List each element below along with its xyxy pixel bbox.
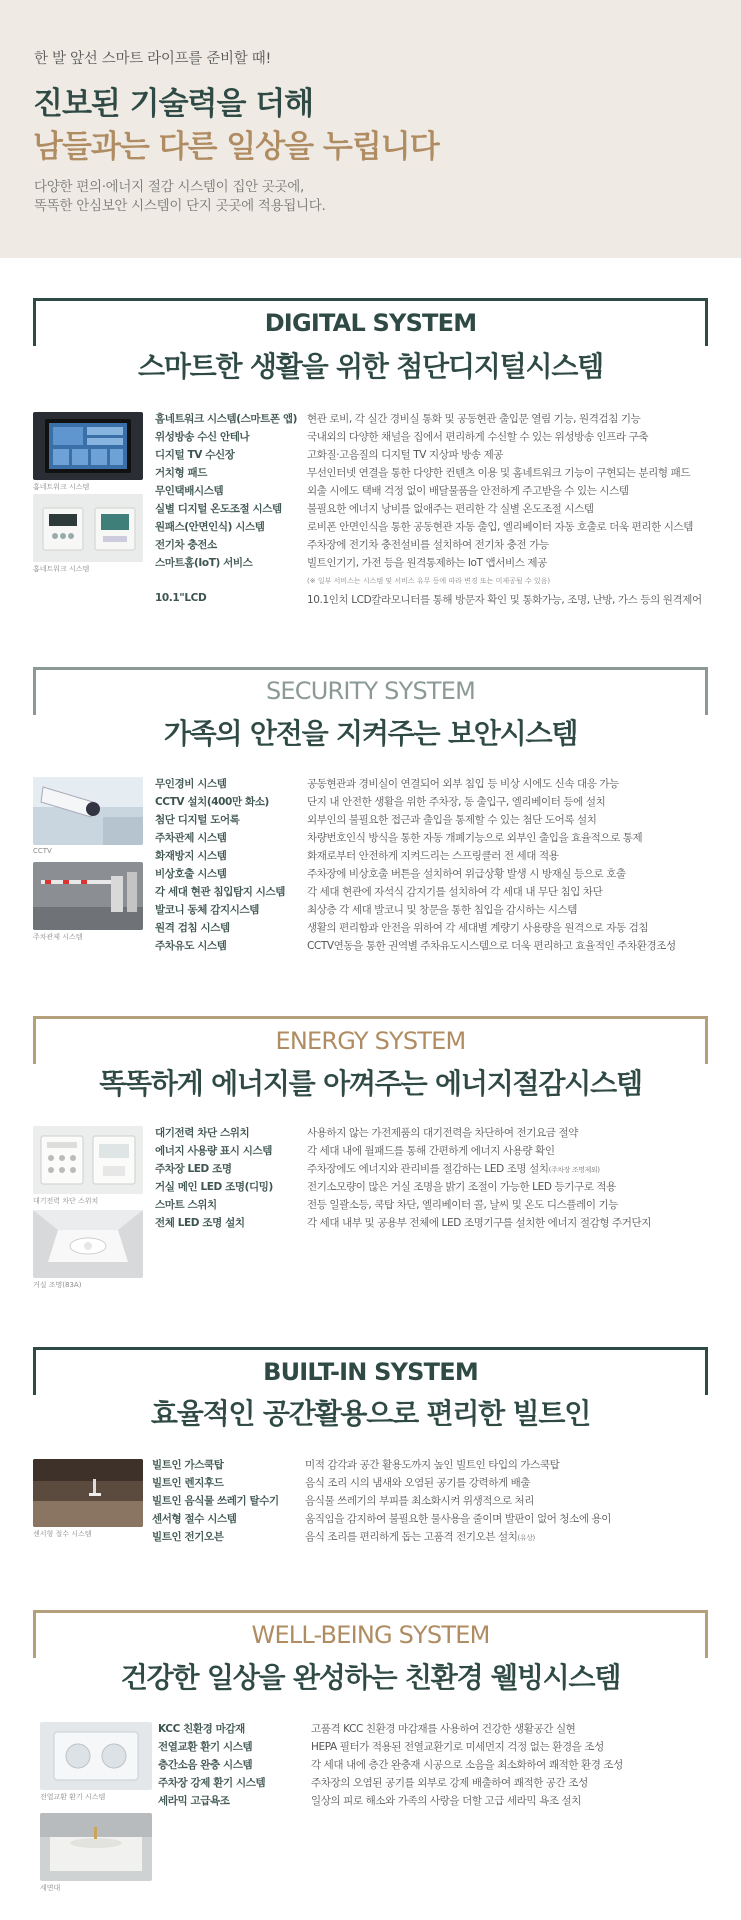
list-item-name: 세라믹 고급욕조	[158, 1795, 230, 1807]
list-item-desc: 전기소모량이 많은 거실 조명을 밝기 조절이 가능한 LED 등기구로 적용	[307, 1181, 616, 1193]
list-item-name: 전체 LED 조명 설치	[155, 1217, 245, 1229]
faucet-caption: 센서형 절수 시스템	[33, 1530, 92, 1538]
list-item-name: 위성방송 수신 안테나	[155, 431, 250, 443]
list-item-name: 디지털 TV 수신장	[155, 449, 235, 461]
list-item-name: 전열교환 환기 시스템	[158, 1741, 253, 1753]
faucet-illustration	[33, 1459, 143, 1527]
list-item-desc: 각 세대 내에 월패드를 통해 간편하게 에너지 사용량 확인	[307, 1145, 555, 1157]
list-item-name: 빌트인 렌지후드	[152, 1477, 224, 1489]
hero-desc-line2: 똑똑한 안심보안 시스템이 단지 곳곳에 적용됩니다.	[34, 198, 326, 214]
list-item-name: 층간소음 완충 시스템	[158, 1759, 253, 1771]
cctv-caption: CCTV	[33, 847, 52, 855]
cctv-image	[33, 777, 143, 845]
list-item-name: 에너지 사용량 표시 시스템	[155, 1145, 272, 1157]
list-item-desc: 현관 로비, 각 실간 경비실 통화 및 공동현관 출입문 열림 기능, 원격검침 기능	[307, 413, 641, 425]
list-item-name: 센서형 절수 시스템	[152, 1513, 237, 1525]
hero-title-line2: 남들과는 다른 일상을 누립니다	[33, 129, 439, 165]
list-item-name: 주차관제 시스템	[155, 832, 227, 844]
list-item-name: 스마트 스위치	[155, 1199, 217, 1211]
list-item-desc: CCTV연동을 통한 권역별 주차유도시스템으로 더욱 편리하고 효율적인 주차환경조성	[307, 940, 676, 952]
faucet-image	[33, 1459, 143, 1527]
list-item-name: 주차장 LED 조명	[155, 1163, 232, 1175]
list-item-name: 화재방지 시스템	[155, 850, 227, 862]
list-item-desc: 일상의 피로 해소와 가족의 사랑을 더할 고급 세라믹 욕조 설치	[311, 1795, 582, 1807]
list-item-name: 발코니 동체 감지시스템	[155, 904, 259, 916]
energy-title: ENERGY SYSTEM	[275, 1027, 466, 1055]
wellbeing-subtitle: 건강한 일상을 완성하는 친환경 웰빙시스템	[120, 1661, 621, 1694]
list-item-desc: 움직임을 감지하여 불필요한 물사용을 줄이며 발판이 없어 청소에 용이	[305, 1513, 612, 1525]
list-item-name: CCTV 설치(400만 화소)	[155, 796, 269, 808]
list-item-desc: 음식물 쓰레기의 부피를 최소화시켜 위생적으로 처리	[305, 1495, 535, 1507]
list-item-desc: 차량번호인식 방식을 통한 자동 개폐기능으로 외부인 출입을 효율적으로 통제	[307, 832, 643, 844]
list-item-desc	[305, 1529, 535, 1544]
thermostat-image	[33, 494, 143, 562]
parking-gate-image	[33, 862, 143, 930]
wallpad-illustration	[33, 412, 143, 480]
list-item-desc-text: 음식 조리를 편리하게 돕는 고품격 전기오븐 설치	[305, 1531, 518, 1543]
washbasin-illustration	[40, 1813, 152, 1881]
parking-gate-illustration	[33, 862, 143, 930]
list-item-desc: 전등 일괄소등, 쿡탑 차단, 엘리베이터 콜, 날씨 및 온도 디스플레이 기능	[307, 1199, 618, 1211]
list-item-desc	[307, 1161, 600, 1176]
list-item-desc: 공동현관과 경비실이 연결되어 외부 침입 등 비상 시에도 신속 대응 가능	[307, 778, 619, 790]
list-item-desc: 무선인터넷 연결을 통한 다양한 컨텐츠 이용 및 홈네트워크 기능이 구현되는 분리형 패드	[307, 467, 691, 479]
list-item-name: 무인경비 시스템	[155, 778, 227, 790]
list-item-desc: 로비폰 안면인식을 통한 공동현관 자동 출입, 엘리베이터 자동 호출로 더욱 편리한 시스템	[307, 521, 693, 533]
list-item-desc-note: (유상)	[517, 1534, 535, 1542]
list-item-desc: HEPA 필터가 적용된 전열교환기로 미세먼지 걱정 없는 환경을 조성	[311, 1741, 604, 1753]
builtin-title: BUILT-IN SYSTEM	[263, 1358, 478, 1386]
wallpad-image	[33, 412, 143, 480]
list-item-desc: 주차장에 비상호출 버튼을 설치하여 위급상황 발생 시 방재실 등으로 호출	[307, 868, 626, 880]
standby-switch-illustration	[33, 1126, 143, 1194]
standby-switch-image	[33, 1126, 143, 1194]
list-item-name: 비상호출 시스템	[155, 868, 227, 880]
parking-gate-caption: 주차관제 시스템	[33, 933, 83, 941]
list-item-desc: 불필요한 에너지 낭비를 없애주는 편리한 각 실별 온도조절 시스템	[307, 503, 594, 515]
wellbeing-title: WELL-BEING SYSTEM	[251, 1621, 490, 1649]
list-item-desc: 최상층 각 세대 발코니 및 창문을 통한 침입을 감시하는 시스템	[307, 904, 578, 916]
list-item-desc: 각 세대 내부 및 공용부 전체에 LED 조명기구를 설치한 에너지 절감형 주거단지	[307, 1217, 651, 1229]
list-item-name: 빌트인 음식물 쓰레기 탈수기	[152, 1495, 279, 1507]
thermostat-illustration	[33, 494, 143, 562]
hero-title-line1: 진보된 기술력을 더해	[33, 86, 314, 122]
list-item-name: KCC 친환경 마감재	[158, 1723, 245, 1735]
living-light-image	[33, 1210, 143, 1278]
list-item-name: 거실 메인 LED 조명(디밍)	[155, 1181, 273, 1193]
hero-desc-line1: 다양한 편의·에너지 절감 시스템이 집안 곳곳에,	[34, 179, 305, 195]
list-item-desc: 미적 감각과 공간 활용도까지 높인 빌트인 타입의 가스쿡탑	[305, 1459, 560, 1471]
list-item-name: 각 세대 현관 침입탐지 시스템	[155, 886, 285, 898]
list-item-desc: 생활의 편리함과 안전을 위하여 각 세대별 계량기 사용량을 원격으로 자동 검침	[307, 922, 649, 934]
hero-banner	[0, 0, 741, 258]
washbasin-caption: 세면대	[40, 1884, 61, 1892]
list-item-desc: 단지 내 안전한 생활을 위한 주차장, 동 출입구, 엘리베이터 등에 설치	[307, 796, 606, 808]
hero-kicker: 한 발 앞선 스마트 라이프를 준비할 때!	[34, 51, 271, 67]
washbasin-image	[40, 1813, 152, 1881]
list-item-desc: 주차장의 오염된 공기를 외부로 강제 배출하여 쾌적한 공간 조성	[311, 1777, 588, 1789]
list-item-name: 첨단 디지털 도어록	[155, 814, 240, 826]
list-item-name: 빌트인 전기오븐	[152, 1531, 224, 1543]
list-item-desc-text: 주차장에도 에너지와 관리비를 절감하는 LED 조명 설치	[307, 1163, 549, 1175]
digital-title: DIGITAL SYSTEM	[264, 309, 477, 337]
list-item-desc: 음식 조리 시의 냄새와 오염된 공기를 강력하게 배출	[305, 1477, 531, 1489]
list-item-desc: 화재로부터 안전하게 지켜드리는 스프링클러 전 세대 적용	[307, 850, 559, 862]
ventilation-caption: 전열교환 환기 시스템	[40, 1793, 106, 1801]
list-item-name: 거치형 패드	[155, 467, 207, 479]
lcd-desc: 10.1인치 LCD칼라모니터를 통해 방문자 확인 및 통화가능, 조명, 난방, 가스 등의 원격제어	[307, 594, 702, 606]
thermostat-caption: 홈네트워크 시스템	[33, 565, 90, 573]
security-title: SECURITY SYSTEM	[265, 677, 476, 705]
living-light-illustration	[33, 1210, 143, 1278]
list-item-desc-note: (주차장 조명제외)	[548, 1166, 600, 1174]
cctv-illustration	[33, 777, 143, 845]
ventilation-illustration	[40, 1722, 152, 1790]
list-item-name: 실별 디지털 온도조절 시스템	[155, 503, 282, 515]
list-item-desc: 고품격 KCC 친환경 마감재를 사용하여 건강한 생활공간 실현	[311, 1723, 576, 1735]
list-item-name: 홈네트워크 시스템(스마트폰 앱)	[155, 413, 297, 425]
lcd-name: 10.1"LCD	[155, 592, 207, 604]
security-subtitle: 가족의 안전을 지켜주는 보안시스템	[163, 717, 578, 750]
standby-switch-caption: 대기전력 차단 스위치	[33, 1197, 99, 1205]
list-item-desc: 각 세대 현관에 자석식 감지기를 설치하여 각 세대 내 무단 침입 차단	[307, 886, 603, 898]
list-item-name: 대기전력 차단 스위치	[155, 1127, 250, 1139]
list-item-name: 주차장 강제 환기 시스템	[158, 1777, 266, 1789]
ventilation-image	[40, 1722, 152, 1790]
list-item-desc: 외출 시에도 택배 걱정 없이 배달물품을 안전하게 주고받을 수 있는 시스템	[307, 485, 629, 497]
list-item-desc: 고화질·고음질의 디지털 TV 지상파 방송 제공	[307, 449, 504, 461]
list-item-desc: 국내외의 다양한 채널을 집에서 편리하게 수신할 수 있는 위성방송 인프라 구축	[307, 431, 649, 443]
list-item-name: 원격 검침 시스템	[155, 922, 230, 934]
list-item-desc: 외부인의 불필요한 접근과 출입을 통제할 수 있는 첨단 도어록 설치	[307, 814, 597, 826]
digital-subtitle: 스마트한 생활을 위한 첨단디지털시스템	[137, 350, 604, 383]
list-item-desc: 주차장에 전기차 충전설비를 설치하여 전기차 충전 가능	[307, 539, 549, 551]
living-light-caption: 거실 조명(83A)	[33, 1281, 82, 1289]
list-item-name: 전기차 충전소	[155, 539, 217, 551]
list-item-desc: 사용하지 않는 가전제품의 대기전력을 차단하여 전기요금 절약	[307, 1127, 578, 1139]
list-item-name: 원패스(안면인식) 시스템	[155, 521, 265, 533]
list-item-desc: 각 세대 내에 층간 완충재 시공으로 소음을 최소화하여 쾌적한 환경 조성	[311, 1759, 623, 1771]
list-item-name: 빌트인 가스쿡탑	[152, 1459, 224, 1471]
list-item-name: 무인택배시스템	[155, 485, 224, 497]
builtin-subtitle: 효율적인 공간활용으로 편리한 빌트인	[150, 1397, 591, 1430]
energy-subtitle: 똑똑하게 에너지를 아껴주는 에너지절감시스템	[99, 1067, 642, 1100]
list-item-name: 스마트홈(IoT) 서비스	[155, 557, 253, 569]
digital-note: (※ 일부 서비스는 시스템 및 서비스 유무 등에 따라 변경 또는 미제공될 수 있음)	[307, 577, 551, 585]
list-item-desc: 빌트인기기, 가전 등을 원격통제하는 IoT 앱서비스 제공	[307, 557, 547, 569]
list-item-name: 주차유도 시스템	[155, 940, 227, 952]
wallpad-caption: 홈네트워크 시스템	[33, 483, 90, 491]
